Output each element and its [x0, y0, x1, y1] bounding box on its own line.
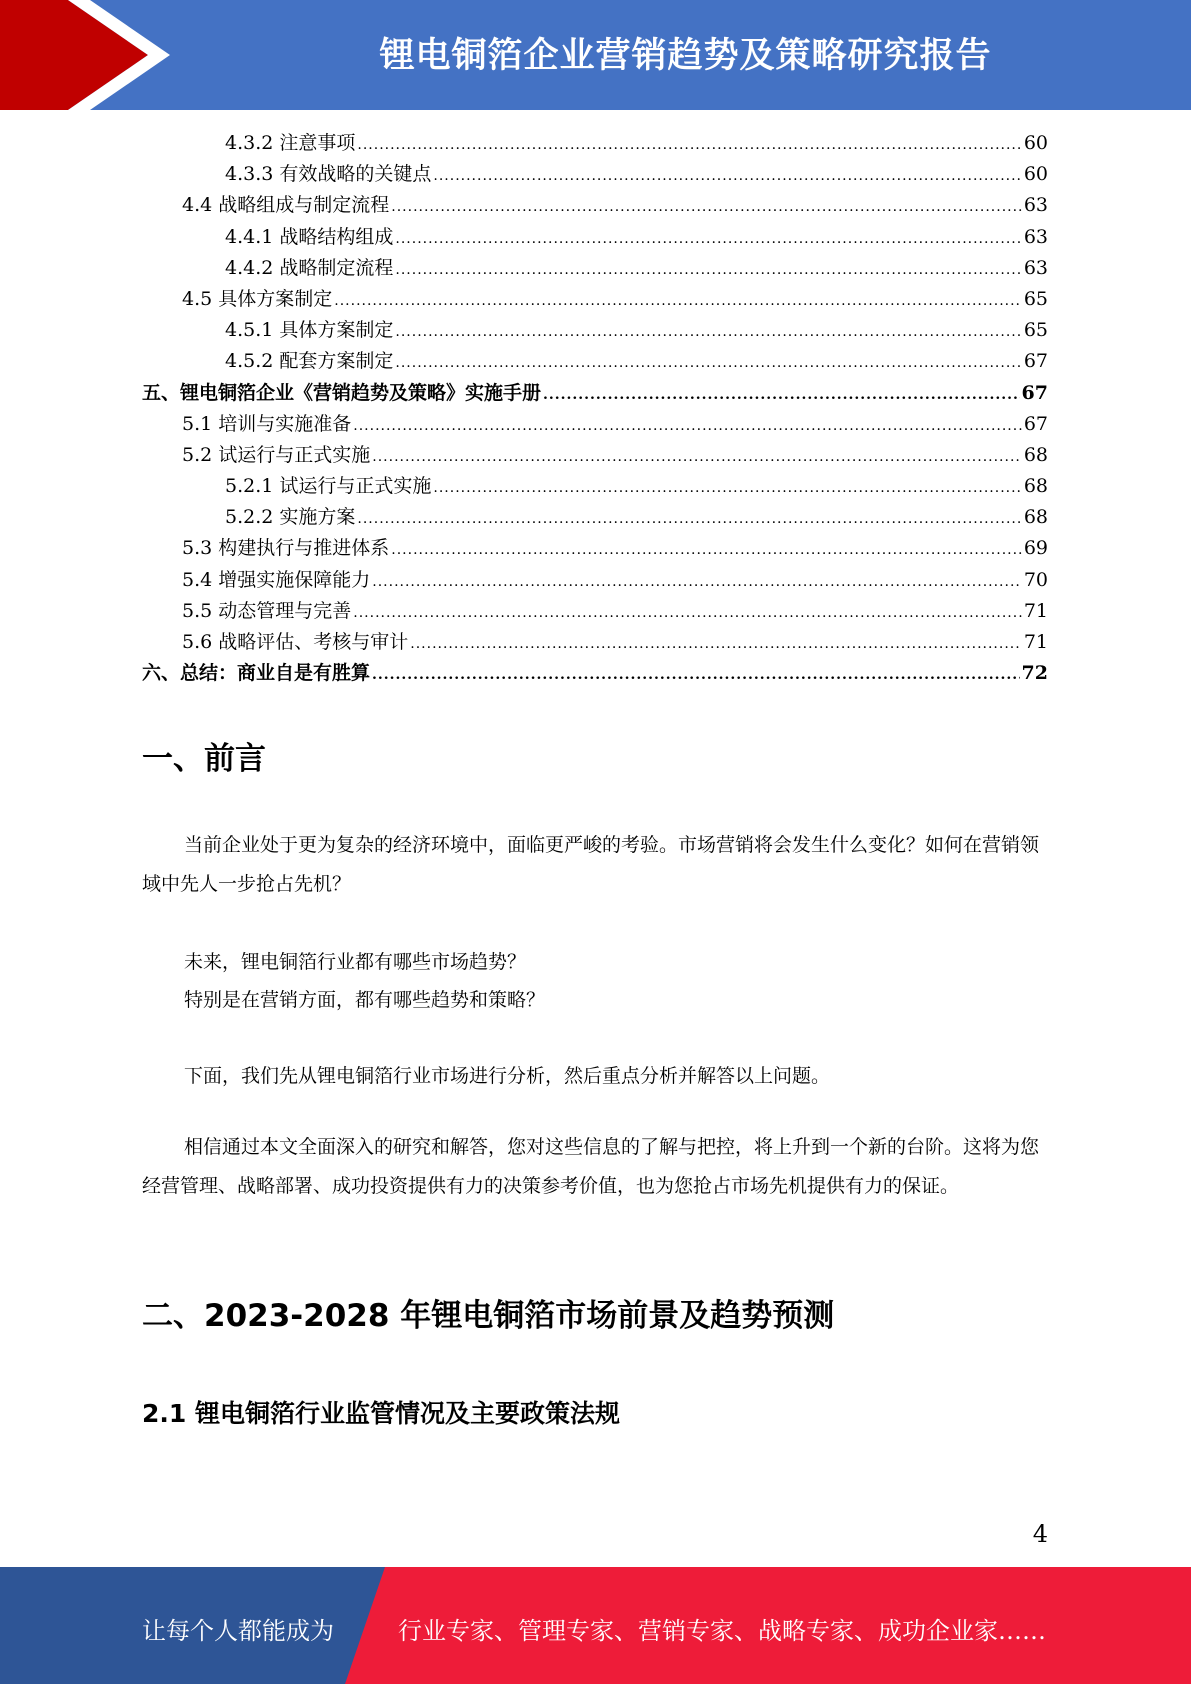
toc-entry[interactable] [142, 128, 1048, 159]
toc-leader-dots [334, 293, 1022, 309]
toc-entry[interactable] [142, 440, 1048, 471]
toc-leader-dots [410, 636, 1022, 652]
toc-leader-dots [395, 231, 1021, 247]
toc-entry[interactable] [142, 346, 1048, 377]
toc-leader-dots [395, 355, 1021, 371]
toc-entry[interactable] [142, 502, 1048, 533]
toc-entry-label: 4.5.1 具体方案制定 [225, 319, 394, 342]
toc-leader-dots [357, 137, 1021, 153]
toc-leader-dots [391, 542, 1022, 558]
report-title: 锂电铜箔企业营销趋势及策略研究报告 [379, 36, 992, 76]
section-2-1-heading: 2.1 锂电铜箔行业监管情况及主要政策法规 [142, 1399, 620, 1428]
page-number: 4 [1032, 1520, 1048, 1548]
toc-entry[interactable] [142, 409, 1048, 440]
toc-entry-label: 5.3 构建执行与推进体系 [182, 537, 390, 560]
toc-leader-dots [433, 168, 1021, 184]
toc-entry-label: 4.4 战略组成与制定流程 [182, 194, 390, 217]
toc-entry-label: 5.2 试运行与正式实施 [182, 443, 371, 466]
toc-entry-label: 4.3.2 注意事项 [225, 132, 356, 154]
toc-leader-dots [372, 574, 1022, 590]
toc-entry[interactable] [142, 658, 1048, 689]
footer-slogan-left: 让每个人都能成为 [142, 1617, 334, 1645]
toc-entry-label: 5.1 培训与实施准备 [182, 412, 352, 435]
toc-entry[interactable] [142, 315, 1048, 346]
toc-entry-page: 69 [1023, 537, 1048, 560]
preface-paragraph-3: 相信通过本文全面深入的研究和解答，您对这些信息的了解与把控，将上升到一个新的台阶。这将为您经营管理、战略部署、成功投资提供有力的决策参考价值，也为您抢占市场先机提供有力的保证。 [142, 1136, 1040, 1197]
toc-leader-dots [433, 480, 1021, 496]
toc-entry[interactable] [142, 284, 1048, 315]
toc-leader-dots [372, 667, 1020, 683]
toc-entry[interactable] [142, 596, 1048, 627]
toc-entry-page: 63 [1023, 225, 1048, 248]
toc-leader-dots [395, 262, 1021, 278]
toc-entry[interactable] [142, 222, 1048, 253]
toc-entry-page: 68 [1023, 443, 1048, 466]
toc-entry-page: 68 [1023, 475, 1048, 498]
toc-entry[interactable] [142, 159, 1048, 190]
toc-entry-label: 4.4.2 战略制定流程 [225, 256, 394, 279]
toc-entry[interactable] [142, 253, 1048, 284]
toc-entry-page: 67 [1023, 350, 1048, 373]
toc-leader-dots [357, 511, 1021, 527]
toc-entry-label: 五、锂电铜箔企业《营销趋势及策略》实施手册 [142, 381, 542, 404]
toc-entry-page: 68 [1023, 506, 1048, 529]
toc-entry[interactable] [142, 378, 1048, 409]
preface-question-1: 未来，锂电铜箔行业都有哪些市场趋势？ [184, 951, 527, 973]
toc-entry-label: 5.2.2 实施方案 [225, 506, 356, 529]
toc-leader-dots [372, 449, 1022, 465]
toc-entry-page: 63 [1023, 256, 1048, 279]
toc-entry-label: 4.4.1 战略结构组成 [225, 225, 394, 248]
toc-leader-dots [353, 418, 1022, 434]
toc-leader-dots [353, 605, 1022, 621]
toc-entry[interactable] [142, 533, 1048, 564]
page-footer [0, 1567, 1191, 1684]
toc-entry-page: 72 [1021, 662, 1048, 685]
toc-entry[interactable] [142, 190, 1048, 221]
preface-paragraph-1: 当前企业处于更为复杂的经济环境中，面临更严峻的考验。市场营销将会发生什么变化？如何在营销领域中先人一步抢占先机？ [142, 834, 1040, 895]
preface-heading: 一、前言 [142, 741, 266, 777]
toc-leader-dots [543, 387, 1020, 403]
page-header [0, 0, 1191, 110]
toc-entry-page: 63 [1023, 194, 1048, 217]
toc-entry-label: 六、总结：商业自是有胜算 [142, 662, 371, 685]
toc-entry-page: 71 [1023, 631, 1048, 653]
toc-entry-label: 4.5 具体方案制定 [182, 287, 333, 310]
toc-entry-label: 5.2.1 试运行与正式实施 [225, 475, 432, 498]
chapter-2-heading: 二、2023-2028 年锂电铜箔市场前景及趋势预测 [142, 1298, 835, 1334]
toc-entry-label: 4.3.3 有效战略的关键点 [225, 163, 432, 186]
preface-paragraph-2: 下面，我们先从锂电铜箔行业市场进行分析，然后重点分析并解答以上问题。 [184, 1065, 831, 1087]
toc-entry-page: 70 [1023, 568, 1048, 591]
toc-leader-dots [391, 199, 1022, 215]
table-of-contents [142, 128, 1048, 689]
toc-entry-label: 4.5.2 配套方案制定 [225, 350, 394, 373]
toc-entry-page: 60 [1023, 132, 1048, 154]
toc-entry[interactable] [142, 627, 1048, 658]
toc-entry-label: 5.4 增强实施保障能力 [182, 568, 371, 591]
toc-entry-page: 60 [1023, 163, 1048, 186]
footer-slogan-right: 行业专家、管理专家、营销专家、战略专家、成功企业家…… [398, 1617, 1046, 1645]
toc-entry-page: 71 [1023, 599, 1048, 622]
toc-entry-page: 65 [1023, 319, 1048, 342]
toc-entry-page: 67 [1021, 381, 1048, 404]
toc-leader-dots [395, 324, 1021, 340]
toc-entry-label: 5.6 战略评估、考核与审计 [182, 631, 409, 653]
toc-entry-label: 5.5 动态管理与完善 [182, 599, 352, 622]
preface-question-2: 特别是在营销方面，都有哪些趋势和策略？ [184, 989, 546, 1011]
toc-entry[interactable] [142, 471, 1048, 502]
toc-entry[interactable] [142, 565, 1048, 596]
toc-entry-page: 67 [1023, 412, 1048, 435]
toc-entry-page: 65 [1023, 287, 1048, 310]
